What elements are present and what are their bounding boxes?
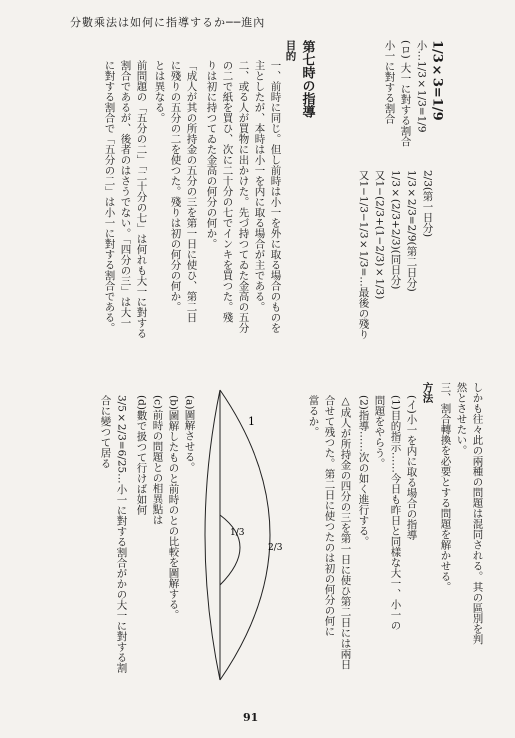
text-line: 當るか。 [307,395,320,437]
running-head: 分數乘法は如何に指導するか──進內 [70,16,266,29]
formula: 2/3(第一日分) [421,170,434,238]
body-line: 一、前時に同じ。但し前時は小一を外に取る場合のものを [269,60,282,333]
body-line: の二で紙を買ひ、次に二十分の七でインキを買つた。殘 [221,60,234,323]
section-subtitle: 目的 [284,40,297,61]
diagram-label: 2/3 [268,543,283,553]
body-line: 二、或る人が買物に出かけた。先づ持つてゐた金高の五分 [237,60,250,333]
formula: 1/3×(2/3+2/3)(同日分) [389,170,402,290]
text-line: しかも往々此の兩種の問題は混同される。其の區別を判 [471,382,484,645]
body-line: とは異なる。 [153,60,166,123]
body-line: に殘りの五分の二を使つた。殘りは初の何分の何か。 [169,60,182,312]
formula: 小…1/3×1/3=1/9 [415,40,428,133]
diagram-label: 1/3 [230,528,245,538]
text-line: △成人が所持金の四分の三を第一日に使ひ第二日には兩日 [339,395,352,670]
body-line: 「成人が其の所持金の五分の三を第一日に使ひ、第二日 [185,60,198,323]
text-line: (1)目的指示……今日も昨日と同樣な大一、小一の [389,395,402,631]
body-line: 主としたが、本時は小一を内に取る場合が主である。 [253,60,266,312]
text-line: (a)圖解させる。 [183,395,196,473]
text-line: 3/5×2/3=6/25…小一に對する割合がかの大一に對する割 [115,395,128,673]
text-line: 方法 [421,382,434,403]
formula: (ロ) 大一に對する割合 [399,40,412,147]
formula: 又1−(2/3+(1−2/3)×1/3) [373,170,386,300]
formula: 又1−1/3−1/3×1/3=…最後の殘り [357,170,370,340]
diagram [200,385,330,685]
text-line: 問題をやらう。 [373,395,386,469]
text-line: (2)指導……次の如く進行する。 [357,395,370,547]
text-line: 然とさせたい。 [455,382,468,456]
formula: 1/3×3=1/9 [429,40,445,121]
formula: 小一に對する割合 [383,40,396,124]
text-line: (c)前時の問題との相異點は [151,395,164,525]
body-line: 割合であるが、後者のはさうでない。「四分の三」は大一 [119,60,132,328]
text-line: 合せて残つた。第二日に使つたのは初の何分の何に [323,395,336,637]
formula: 1/3×2/3=2/9(第二日分) [405,170,418,292]
text-line: (d)數で扱つて行けば如何 [135,395,148,515]
diagram-label: 1 [248,415,255,428]
text-line: (b)圖解したものと前時のとの比較を圖解する。 [167,395,180,620]
text-line: 合に變つて居る [99,395,112,469]
body-line: に對する割合で「五分の二」は小一に對する割合である。 [103,60,116,333]
body-line: 前問題の「五分の二」「二十分の七」は何れも大一に對する [135,60,148,339]
text-line: 三、割合轉換を必要とする問題を解かせる。 [439,382,452,592]
text-line: (イ)小一を内に取る場合の指導 [405,395,418,540]
section-title: 第七時の指導 [299,40,315,118]
page-number: 91 [243,711,259,724]
body-line: りは初に持つてゐた金高の何分の何か。 [205,60,218,249]
